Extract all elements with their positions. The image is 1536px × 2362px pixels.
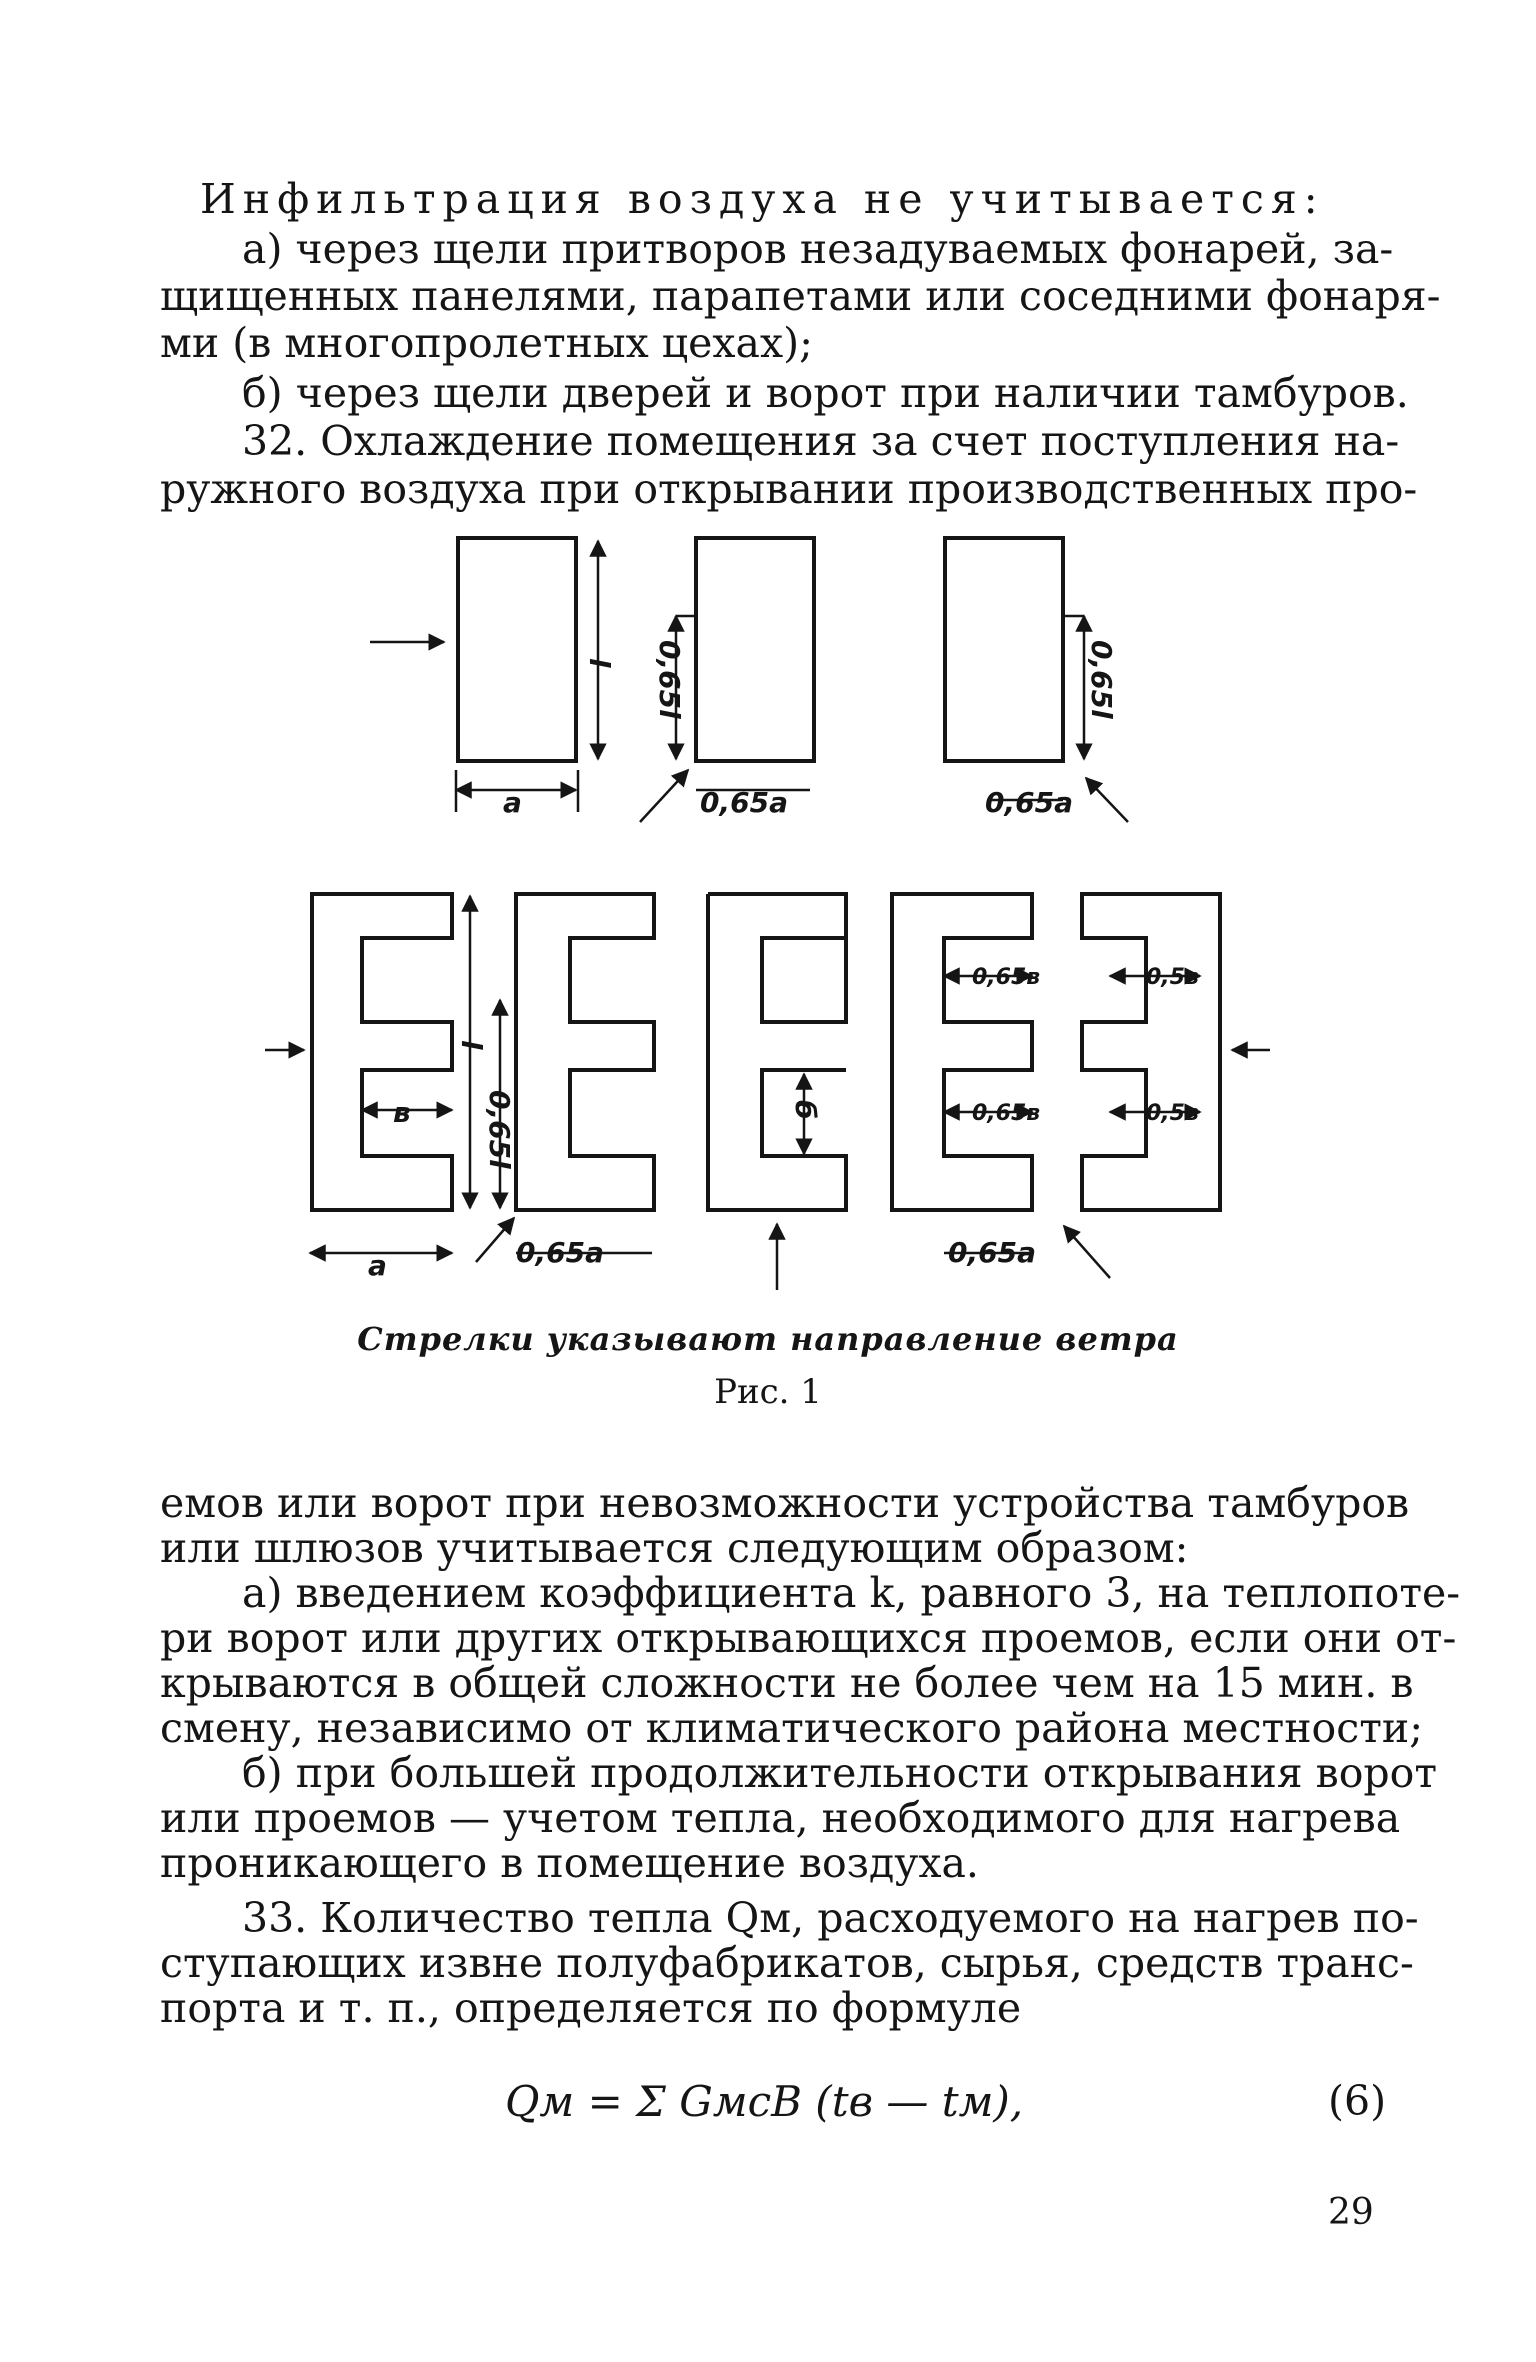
plan-rect-3 [945, 538, 1063, 761]
paragraph-line: проникающего в помещение воздуха. [160, 1839, 979, 1887]
plan-rect-2 [696, 538, 814, 761]
dim-label-065l: 0,65l [653, 640, 686, 719]
plan-e-shape-4 [892, 894, 1032, 1210]
dim-label-065v: 0,65в [972, 1101, 1041, 1126]
paragraph-line: ми (в многопролетных цехах); [160, 319, 813, 367]
figure-number: Рис. 1 [714, 1372, 822, 1412]
dim-label-a: a [503, 786, 522, 819]
page-number: 29 [1328, 2192, 1374, 2233]
dim-label-05v: 0,5в [1146, 965, 1199, 990]
dim-label-b: б [789, 1100, 822, 1120]
dim-label-065v: 0,65в [972, 965, 1041, 990]
wind-arrow [640, 770, 688, 822]
paragraph-line: крываются в общей сложности не более чем на 15 мин. в [160, 1659, 1414, 1707]
dim-label-l: l [455, 1040, 488, 1050]
paragraph-line: 32. Охлаждение помещения за счет поступления на- [242, 417, 1400, 465]
dim-label-05v: 0,5в [1146, 1101, 1199, 1126]
formula-6: Qм = Σ GмcB (tв — tм), [505, 2077, 1024, 2126]
heading-infiltration: Инфильтрация воздуха не учитывается: [200, 175, 1325, 223]
paragraph-line: смену, независимо от климатического района местности; [160, 1704, 1424, 1752]
plan-e-shape-3 [708, 894, 846, 1210]
dim-label-065a: 0,65a [985, 786, 1073, 819]
wind-arrow [1086, 778, 1128, 822]
dim-label-065l: 0,65l [483, 1090, 516, 1169]
paragraph-line: б) через щели дверей и ворот при наличии тамбуров. [242, 369, 1409, 417]
paragraph-line: а) введением коэффициента k, равного 3, на теплопоте- [242, 1569, 1461, 1617]
plan-e-shape-2 [516, 894, 654, 1210]
paragraph-line: щищенных панелями, парапетами или соседними фонаря- [160, 272, 1441, 320]
figure-caption: Стрелки указывают направление ветра [357, 1320, 1179, 1358]
paragraph-line: 33. Количество тепла Qм, расходуемого на нагрев по- [242, 1894, 1419, 1942]
dim-label-065a: 0,65a [516, 1236, 604, 1269]
paragraph-line: ри ворот или других открывающихся проемов, если они от- [160, 1614, 1457, 1662]
plan-e-shape-5 [1082, 894, 1220, 1210]
dim-label-v: в [393, 1096, 411, 1129]
paragraph-line: емов или ворот при невозможности устройства тамбуров [160, 1479, 1410, 1527]
paragraph-line: ружного воздуха при открывании производственных про- [160, 465, 1418, 513]
paragraph-line: ступающих извне полуфабрикатов, сырья, средств транс- [160, 1939, 1414, 1987]
dim-label-l: l [583, 658, 616, 668]
wind-arrow [476, 1218, 514, 1262]
dim-label-065l: 0,65l [1085, 640, 1118, 719]
paragraph-line: б) при большей продолжительности открывания ворот [242, 1749, 1438, 1797]
paragraph-line: порта и т. п., определяется по формуле [160, 1984, 1022, 2032]
paragraph-line: или проемов — учетом тепла, необходимого для нагрева [160, 1794, 1401, 1842]
wind-arrow [1064, 1226, 1110, 1278]
plan-e-shape-1 [312, 894, 452, 1210]
paragraph-line: или шлюзов учитывается следующим образом: [160, 1524, 1189, 1572]
dim-label-065a: 0,65a [700, 786, 788, 819]
dim-label-a: a [368, 1249, 387, 1282]
plan-rect-1 [458, 538, 576, 761]
paragraph-line: а) через щели притворов незадуваемых фонарей, за- [242, 225, 1394, 273]
formula-number: (6) [1328, 2077, 1387, 2125]
dim-label-065a: 0,65a [948, 1236, 1036, 1269]
